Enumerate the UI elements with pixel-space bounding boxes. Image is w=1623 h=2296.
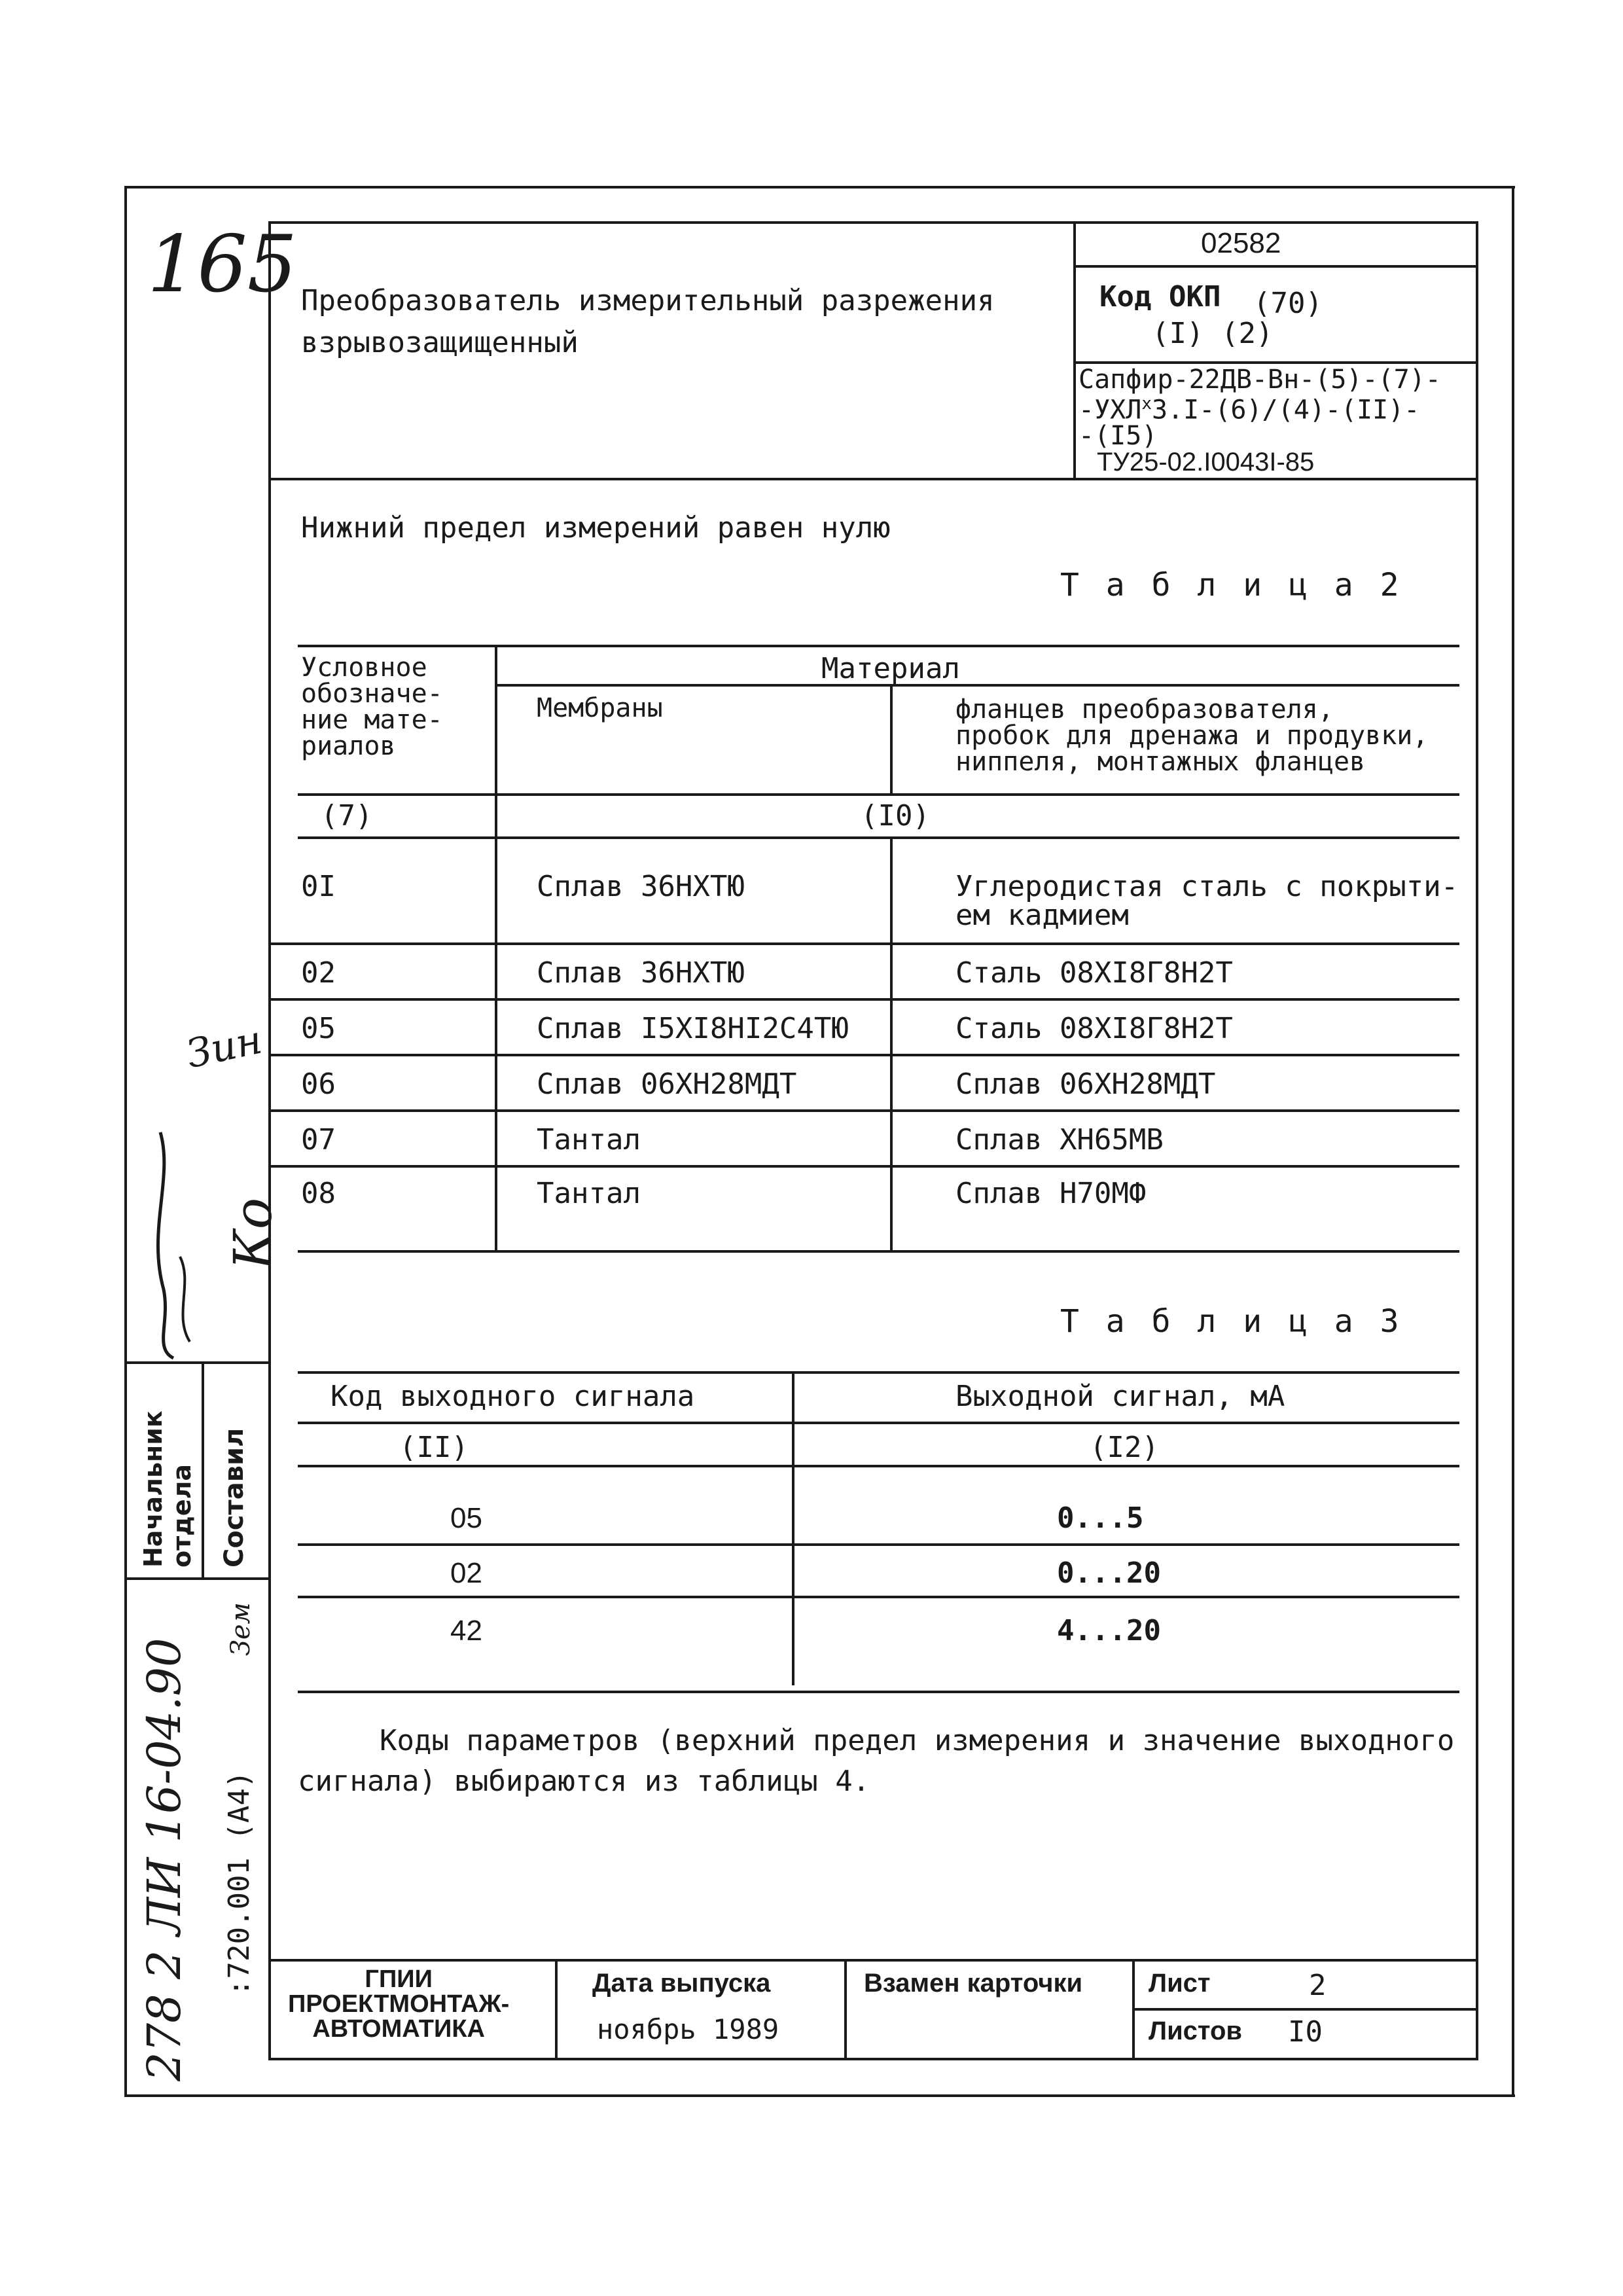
page-number-handwritten: 165	[147, 219, 298, 310]
table2-row-06-bottom	[268, 1109, 1459, 1112]
header-divider	[1073, 221, 1076, 478]
okp-label: Код ОКП	[1099, 280, 1221, 314]
table3-code-bottom	[298, 1465, 1459, 1467]
okp-codes-1-2: (I) (2)	[1152, 317, 1274, 350]
table2-row-flange: Сплав Н70МФ	[955, 1177, 1147, 1210]
sheets-value: I0	[1288, 2015, 1323, 2049]
table3-col-divider	[792, 1371, 794, 1685]
footer-top-line	[268, 1959, 1476, 1962]
footer-org	[288, 1967, 509, 2041]
table2-caption: Т а б л и ц а 2	[1060, 567, 1403, 603]
footer-divider-1	[555, 1959, 558, 2058]
sheet-value: 2	[1309, 1969, 1327, 2002]
side-form-code: :720.001 (А4)	[223, 1770, 256, 1996]
code-box-line-1	[1073, 265, 1476, 268]
table3-col2-header: Выходной сигнал, мА	[955, 1380, 1285, 1413]
t2-col1-h-3: риалов	[301, 731, 396, 761]
side-head-label	[139, 1410, 196, 1568]
sheet-label: Лист	[1149, 1969, 1211, 1998]
main-frame-top	[268, 221, 1476, 224]
paragraph-line2: сигнала) выбираются из таблицы 4.	[298, 1765, 870, 1798]
handwritten-signature-2: Ко	[223, 1197, 283, 1270]
table2-row-membrane: Сплав 36НХТЮ	[537, 870, 745, 903]
outer-frame-right	[1512, 186, 1514, 2097]
table3-row-02-bottom	[298, 1596, 1459, 1598]
table2-code-col1: (7)	[321, 799, 373, 833]
org-line3: АВТОМАТИКА	[312, 2015, 485, 2043]
table2-group-header: Материал	[821, 652, 960, 685]
issue-date: ноябрь 1989	[597, 2013, 779, 2045]
main-frame-bottom	[268, 2058, 1478, 2060]
footer-sheet-line	[1132, 2008, 1476, 2011]
t2-col3-h-2: ниппеля, монтажных фланцев	[955, 747, 1366, 777]
table2-bottom-line	[298, 1250, 1459, 1253]
outer-frame-bottom	[124, 2094, 1515, 2097]
table2-row-membrane: Сплав I5ХI8НI2С4ТЮ	[537, 1012, 849, 1045]
table2-row-code: 06	[301, 1067, 336, 1101]
table2-row-membrane: Сплав 36НХТЮ	[537, 956, 745, 990]
header-bottom-line	[268, 478, 1476, 480]
table3-code-col2: (I2)	[1090, 1431, 1159, 1464]
designation-rest: 3.I-(6)/(4)-(II)-	[1151, 395, 1420, 425]
table2-row-code: 02	[301, 956, 336, 990]
table3-row-signal: 4...20	[1057, 1614, 1161, 1647]
table2-col2-header: Мембраны	[537, 693, 663, 723]
footer-divider-2	[844, 1959, 847, 2058]
outer-frame-left	[124, 186, 127, 2097]
table2-row-flange	[955, 872, 1458, 930]
code-number: 02582	[1201, 227, 1281, 259]
org-line1: ГПИИ	[365, 1965, 433, 1993]
side-head-label-1: Начальник	[139, 1410, 168, 1568]
side-compiled-label: Составил	[219, 1427, 249, 1568]
table2-code-col23: (I0)	[861, 799, 930, 833]
table2-row-code: 07	[301, 1123, 336, 1157]
table3-row-05-bottom	[298, 1543, 1459, 1546]
table3-row-code: 42	[450, 1615, 482, 1647]
t2-col1-h-2: ние мате-	[301, 705, 443, 735]
table2-row-01-bottom	[268, 942, 1459, 945]
product-title-line1: Преобразователь измерительный разрежения	[301, 284, 995, 317]
t2-col1-h-1: обозначе-	[301, 679, 443, 709]
table2-top-line	[298, 645, 1459, 647]
designation-prefix: -УХЛ	[1079, 395, 1142, 425]
sheets-label: Листов	[1149, 2017, 1242, 2045]
table2-row-membrane: Сплав 06ХН28МДТ	[537, 1067, 797, 1101]
t2-col3-h-1: пробок для дренажа и продувки,	[955, 721, 1429, 751]
table3-header-bottom	[298, 1422, 1459, 1424]
table2-row-05-bottom	[268, 1054, 1459, 1056]
designation-line1: Сапфир-22ДВ-Вн-(5)-(7)-	[1079, 365, 1441, 395]
table3-row-signal: 0...5	[1057, 1501, 1144, 1535]
table2-col-divider-1	[495, 645, 497, 1250]
main-frame-right	[1476, 221, 1478, 2059]
table2-code-bottom	[298, 836, 1459, 839]
product-title-line2: взрывозащищенный	[301, 326, 579, 359]
side-handwritten-sign-3: Зем	[226, 1602, 256, 1656]
table2-row-code: 0I	[301, 870, 336, 903]
table2-header-bottom	[298, 793, 1459, 796]
side-column-divider	[202, 1361, 204, 1577]
designation-line2	[1079, 395, 1419, 423]
issue-label: Дата выпуска	[592, 1969, 771, 1998]
table2-row-flange: Сталь 08ХI8Г8Н2Т	[955, 1012, 1233, 1045]
side-head-label-2: отдела	[168, 1463, 196, 1568]
table3-bottom-line	[298, 1691, 1459, 1693]
table2-group-line	[497, 684, 1459, 687]
side-handwritten-reg: 278 2 ЛИ 16-04.90	[137, 1638, 191, 2081]
org-line2: ПРОЕКТМОНТАЖ-	[288, 1990, 510, 2018]
main-frame-left	[268, 221, 271, 2059]
paragraph-line1: Коды параметров (верхний предел измерения и значение выходного	[380, 1724, 1455, 1757]
t2-r0-flange-0: Углеродистая сталь с покрыти-	[955, 870, 1459, 903]
table2-row-02-bottom	[268, 998, 1459, 1001]
table2-row-code: 05	[301, 1012, 336, 1045]
table2-row-flange: Сталь 08ХI8Г8Н2Т	[955, 956, 1233, 990]
table3-code-col1: (II)	[399, 1431, 469, 1464]
table2-row-flange: Сплав 06ХН28МДТ	[955, 1067, 1216, 1101]
table2-col-divider-2b	[890, 836, 893, 1250]
table2-row-code: 08	[301, 1177, 336, 1210]
table2-row-flange: Сплав ХН65МВ	[955, 1123, 1164, 1157]
table2-col-divider-2	[890, 684, 893, 793]
outer-frame-top	[124, 186, 1515, 188]
side-block-top	[124, 1361, 268, 1364]
table2-row-membrane: Тантал	[537, 1123, 641, 1157]
spec-number: ТУ25-02.I0043I-85	[1097, 448, 1315, 476]
replace-label: Взамен карточки	[864, 1969, 1083, 1998]
table3-top-line	[298, 1371, 1459, 1374]
table2-col3-header	[955, 696, 1428, 775]
table2-col1-header	[301, 655, 443, 759]
table2-row-07-bottom	[268, 1165, 1459, 1168]
t2-col3-h-0: фланцев преобразователя,	[955, 694, 1334, 725]
okp-code-70: (70)	[1253, 287, 1323, 320]
side-block-bottom	[124, 1577, 268, 1580]
note-lower-limit: Нижний предел измерений равен нулю	[301, 511, 891, 545]
designation-sup: х	[1141, 394, 1152, 414]
table3-row-code: 05	[450, 1502, 482, 1534]
designation-line3: -(I5)	[1079, 421, 1158, 451]
code-box-line-2	[1073, 361, 1476, 364]
table2-row-membrane: Тантал	[537, 1177, 641, 1210]
table3-col1-header: Код выходного сигнала	[330, 1380, 695, 1413]
handwritten-signature-1: Зин	[182, 1016, 266, 1078]
table3-caption: Т а б л и ц а 3	[1060, 1303, 1403, 1340]
signature-stroke	[134, 1126, 213, 1361]
table3-row-code: 02	[450, 1557, 482, 1589]
t2-col1-h-0: Условное	[301, 653, 427, 683]
table3-row-signal: 0...20	[1057, 1556, 1161, 1590]
t2-r0-flange-1: ем кадмием	[955, 899, 1129, 932]
